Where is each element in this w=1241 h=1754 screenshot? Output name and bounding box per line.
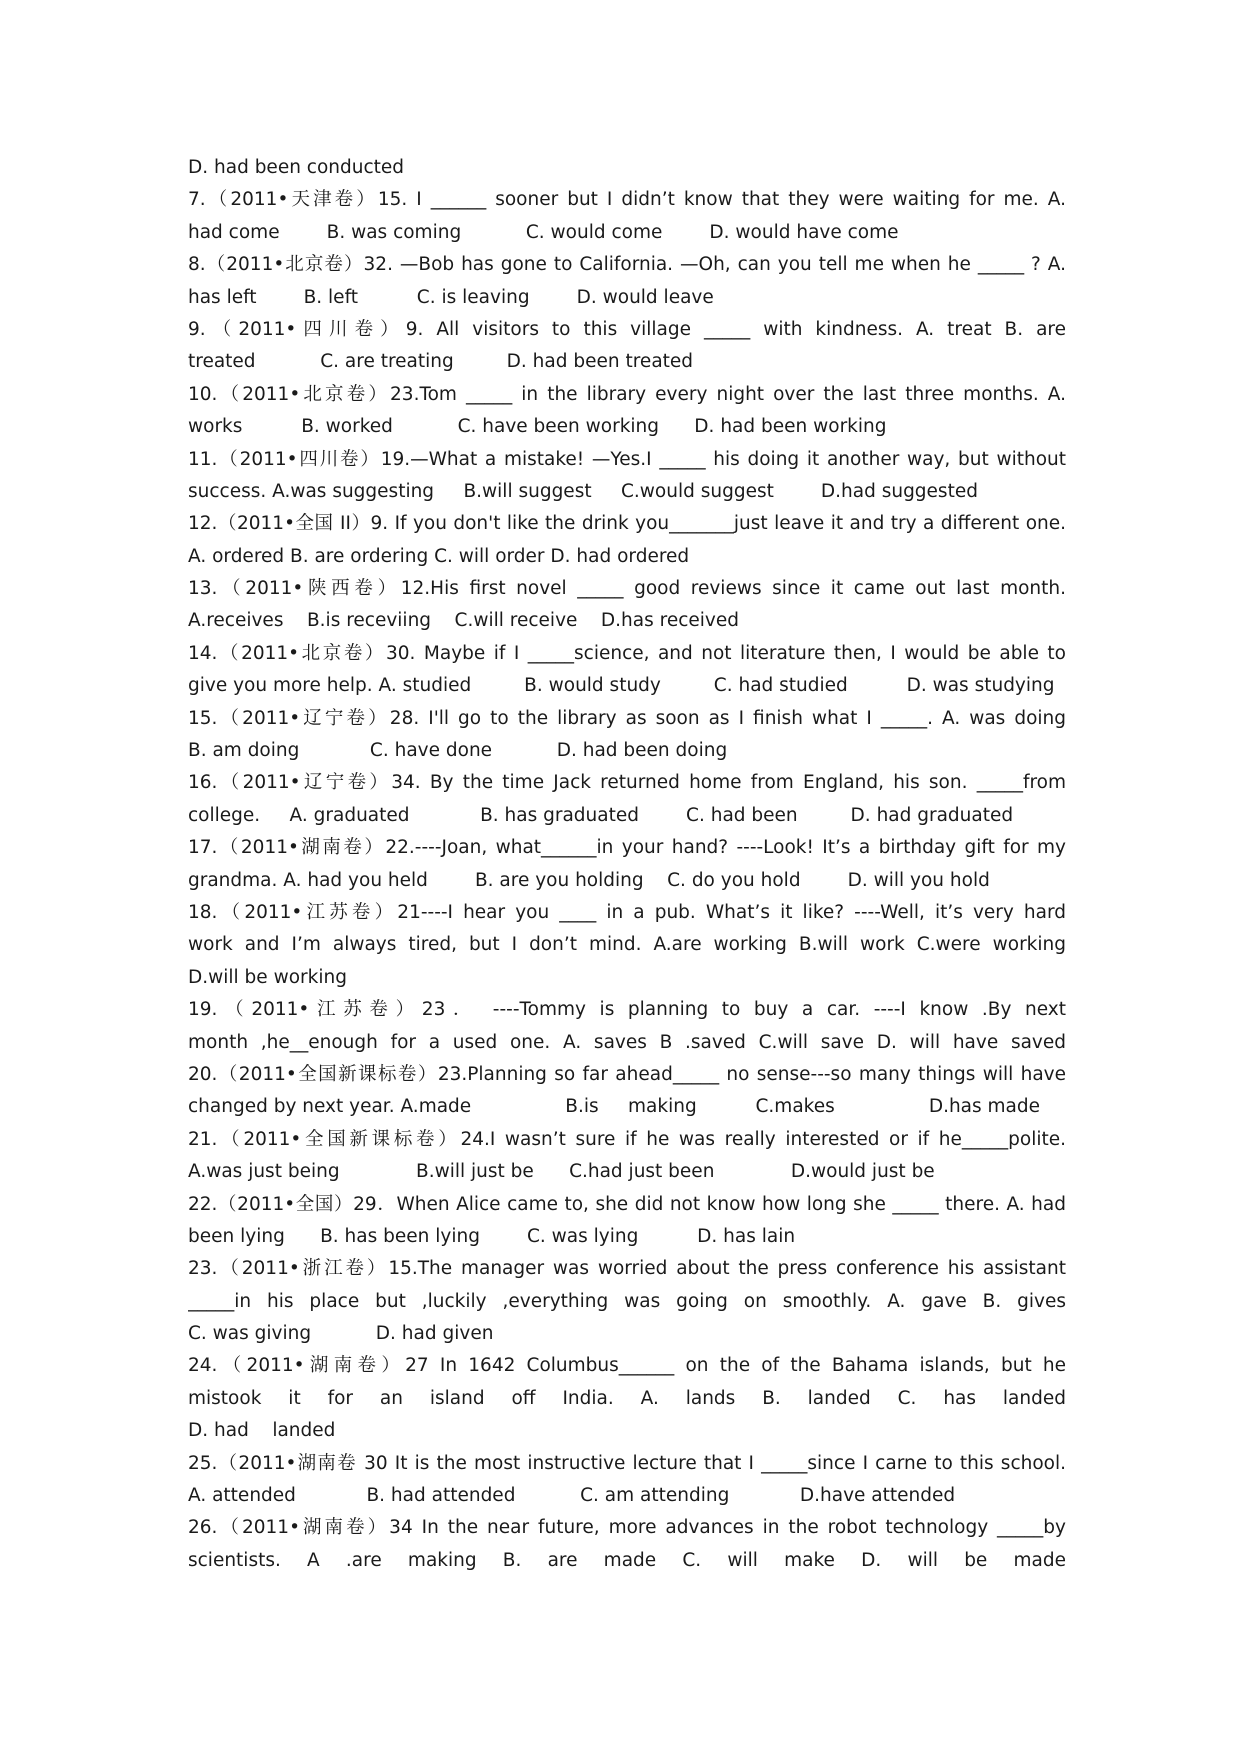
- document-page: [188, 152, 1066, 1577]
- text-line: A. attended B. had attended C. am attending D.have attended: [188, 1485, 956, 1507]
- text-line: 11.（2011•四川卷）19.—What a mistake! —Yes.I _____ his doing it another way, but without: [188, 448, 1066, 470]
- text-line: 25.（2011•湖南卷 30 It is the most instructive lecture that I _____since I carne to this school.: [188, 1452, 1066, 1474]
- text-line: 24.（2011•湖南卷）27 In 1642 Columbus______ on the of the Bahama islands, but he: [188, 1355, 1066, 1377]
- text-line: A.was just being B.will just be C.had just been D.would just be: [188, 1161, 935, 1183]
- text-line: A. ordered B. are ordering C. will order D. had ordered: [188, 545, 690, 567]
- text-line: changed by next year. A.made B.is making C.makes D.has made: [188, 1096, 1041, 1118]
- text-line: 17.（2011•湖南卷）22.----Joan, what______in your hand? ----Look! It’s a birthday gift for my: [188, 837, 1066, 859]
- text-line: college. A. graduated B. has graduated C. had been D. had graduated: [188, 804, 1014, 826]
- text-line: had come B. was coming C. would come D. would have come: [188, 221, 899, 243]
- text-line: 9.（2011•四川卷）9. All visitors to this village _____ with kindness. A. treat B. are: [188, 318, 1066, 340]
- text-line: D.will be working: [188, 966, 347, 988]
- text-line: D. had been conducted: [188, 157, 405, 178]
- text-line: 16.（2011•辽宁卷）34. By the time Jack returned home from England, his son. _____from: [188, 772, 1066, 794]
- text-line: 26.（2011•湖南卷）34 In the near future, more advances in the robot technology _____by: [188, 1517, 1066, 1539]
- text-line: 13.（2011•陕西卷）12.His first novel _____ good reviews since it came out last month.: [188, 578, 1066, 600]
- text-line: 18.（2011•江苏卷）21----I hear you ____ in a pub. What’s it like? ----Well, it’s very hard: [188, 901, 1066, 923]
- text-line: 23.（2011•浙江卷）15.The manager was worried about the press conference his assistant: [188, 1258, 1066, 1280]
- text-line: B. am doing C. have done D. had been doing: [188, 740, 728, 762]
- text-line: scientists. A .are making B. are made C. will make D. will be made: [188, 1549, 1066, 1571]
- text-line: give you more help. A. studied B. would study C. had studied D. was studying: [188, 675, 1055, 697]
- text-line: been lying B. has been lying C. was lying D. has lain: [188, 1225, 796, 1247]
- text-line: A.receives B.is receviing C.will receive D.has received: [188, 610, 739, 632]
- text-line: 19.（2011•江苏卷）23． ----Tommy is planning to buy a car. ----I know .By next: [188, 999, 1066, 1021]
- text-line: work and I’m always tired, but I don’t mind. A.are working B.will work C.were working: [188, 934, 1066, 956]
- text-line: 8.（2011•北京卷）32. —Bob has gone to California. —Oh, can you tell me when he _____ ? A.: [188, 254, 1066, 276]
- text-line: mistook it for an island off India. A. lands B. landed C. has landed: [188, 1387, 1066, 1409]
- text-line: month ,he__enough for a used one. A. saves B .saved C.will save D. will have saved: [188, 1031, 1066, 1053]
- text-line: _____in his place but ,luckily ,everything was going on smoothly. A. gave B. gives: [188, 1290, 1066, 1312]
- text-line: 14.（2011•北京卷）30. Maybe if I _____science, and not literature then, I would be able to: [188, 642, 1066, 664]
- text-line: 21.（2011•全国新课标卷）24.I wasn’t sure if he was really interested or if he_____polite.: [188, 1128, 1066, 1150]
- text-line: success. A.was suggesting B.will suggest C.would suggest D.had suggested: [188, 480, 978, 502]
- text-line: 7.（2011•天津卷）15. I ______ sooner but I didn’t know that they were waiting for me. A.: [188, 189, 1066, 211]
- text-line: 15.（2011•辽宁卷）28. I'll go to the library as soon as I finish what I _____. A. was doing: [188, 707, 1066, 729]
- text-line: 12.（2011•全国 II）9. If you don't like the drink you_______just leave it and try a different one.: [188, 513, 1066, 535]
- text-line: D. had landed: [188, 1420, 336, 1442]
- text-line: grandma. A. had you held B. are you holding C. do you hold D. will you hold: [188, 869, 990, 891]
- text-line: 22.（2011•全国）29．When Alice came to, she did not know how long she _____ there. A. had: [188, 1193, 1066, 1215]
- text-line: C. was giving D. had given: [188, 1323, 494, 1345]
- text-line: has left B. left C. is leaving D. would leave: [188, 286, 714, 308]
- text-line: 20.（2011•全国新课标卷）23.Planning so far ahead_____ no sense---so many things will have: [188, 1063, 1066, 1085]
- text-line: works B. worked C. have been working D. had been working: [188, 416, 887, 438]
- text-line: 10.（2011•北京卷）23.Tom _____ in the library every night over the last three months. A.: [188, 383, 1066, 405]
- text-line: treated C. are treating D. had been treated: [188, 351, 694, 373]
